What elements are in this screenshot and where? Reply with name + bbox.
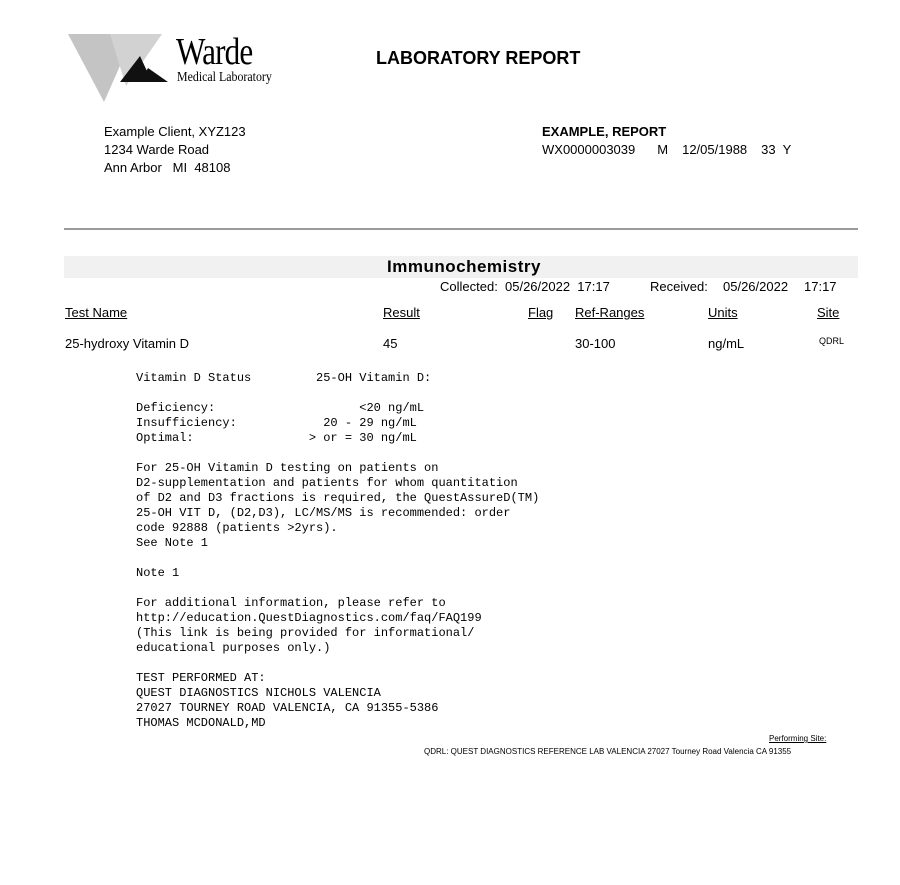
collected-label: Collected: xyxy=(440,279,498,294)
client-address xyxy=(104,123,246,177)
comment-line xyxy=(136,656,539,671)
received-value: 05/26/2022 xyxy=(723,279,789,294)
comment-line: Note 1 xyxy=(136,566,180,580)
comment-line: D2-supplementation and patients for whom quantitation xyxy=(136,476,518,490)
patient-id: WX0000003039 xyxy=(542,142,636,157)
col-result: Result xyxy=(383,305,420,320)
result-test-name: 25-hydroxy Vitamin D xyxy=(65,336,190,351)
col-site: Site xyxy=(817,305,840,320)
section-title: Immunochemistry xyxy=(387,257,541,276)
col-flag: Flag xyxy=(528,305,554,320)
performing-site-line: QDRL: QUEST DIAGNOSTICS REFERENCE LAB VALENCIA 27027 Tourney Road Valencia CA 91355 xyxy=(424,747,792,756)
client-line-2: 1234 Warde Road xyxy=(104,142,210,157)
header-divider xyxy=(64,228,858,230)
patient-details xyxy=(542,141,791,159)
comment-line: educational purposes only.) xyxy=(136,641,331,655)
comment-line: For additional information, please refer to xyxy=(136,596,446,610)
col-ref-ranges: Ref-Ranges xyxy=(575,305,645,320)
patient-name: EXAMPLE, REPORT xyxy=(542,124,667,139)
performing-site-label: Performing Site: xyxy=(769,734,827,743)
client-line-3: Ann Arbor MI 48108 xyxy=(104,160,231,175)
comment-line: For 25-OH Vitamin D testing on patients on xyxy=(136,461,439,475)
col-test-name: Test Name xyxy=(65,305,128,320)
comment-line: Deficiency: <20 ng/mL xyxy=(136,401,425,415)
result-value: 45 xyxy=(383,336,398,351)
comment-line: THOMAS MCDONALD,MD xyxy=(136,716,266,730)
result-comment xyxy=(136,371,539,731)
patient-info xyxy=(542,123,791,159)
result-ref-range: 30-100 xyxy=(575,336,616,351)
comment-line: QUEST DIAGNOSTICS NICHOLS VALENCIA xyxy=(136,686,381,700)
patient-dob: 12/05/1988 xyxy=(682,142,748,157)
comment-line xyxy=(136,446,539,461)
comment-line: 25-OH VIT D, (D2,D3), LC/MS/MS is recommended: order xyxy=(136,506,511,520)
comment-line: of D2 and D3 fractions is required, the QuestAssureD(TM) xyxy=(136,491,540,505)
comment-line: http://education.QuestDiagnostics.com/faq/FAQ199 xyxy=(136,611,482,625)
comment-line: Vitamin D Status 25-OH Vitamin D: xyxy=(136,371,432,385)
comment-line: code 92888 (patients >2yrs). xyxy=(136,521,338,535)
comment-line: (This link is being provided for informational/ xyxy=(136,626,475,640)
lab-name: Warde xyxy=(176,31,253,73)
received-label: Received: xyxy=(650,279,708,294)
comment-line: See Note 1 xyxy=(136,536,209,550)
patient-age: 33 Y xyxy=(761,142,792,157)
comment-line xyxy=(136,386,539,401)
result-site: QDRL xyxy=(819,336,845,346)
col-units: Units xyxy=(708,305,738,320)
lab-subtitle: Medical Laboratory xyxy=(177,70,272,85)
report-title: LABORATORY REPORT xyxy=(376,48,581,68)
received-time: 17:17 xyxy=(804,279,837,294)
comment-line xyxy=(136,581,539,596)
comment-line: Optimal: > or = 30 ng/mL xyxy=(136,431,417,445)
patient-sex: M xyxy=(657,142,669,157)
comment-line: Insufficiency: 20 - 29 ng/mL xyxy=(136,416,417,430)
client-line-1: Example Client, XYZ123 xyxy=(104,124,246,139)
comment-line xyxy=(136,551,539,566)
result-units: ng/mL xyxy=(708,336,745,351)
collected-value: 05/26/2022 17:17 xyxy=(505,279,610,294)
comment-line: TEST PERFORMED AT: xyxy=(136,671,266,685)
comment-line: 27027 TOURNEY ROAD VALENCIA, CA 91355-5386 xyxy=(136,701,439,715)
